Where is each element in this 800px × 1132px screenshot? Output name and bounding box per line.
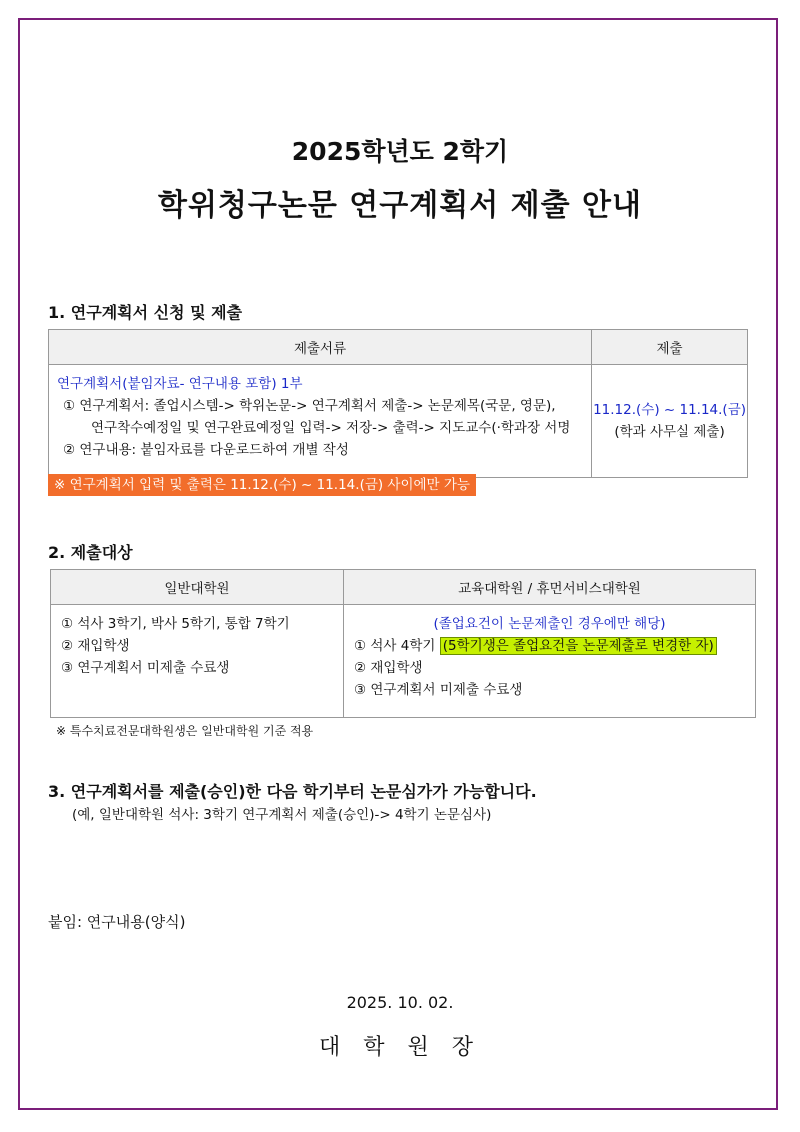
doc-item1-line1: ① 연구계획서: 졸업시스템-> 학위논문-> 연구계획서 제출-> 논문제목(국문, 영문),: [63, 398, 556, 414]
col-header-education: 교육대학원 / 휴먼서비스대학원: [344, 570, 756, 605]
documents-cell: [49, 365, 592, 478]
education-condition: (졸업요건이 논문제출인 경우에만 해당): [433, 616, 666, 632]
input-period-notice: ※ 연구계획서 입력 및 출력은 11.12.(수) ~ 11.14.(금) 사이에만 가능: [48, 474, 476, 496]
education-item-1: [354, 635, 745, 657]
submit-place: (학과 사무실 제출): [614, 424, 725, 440]
doc-title: 연구계획서(붙임자료- 연구내용 포함) 1부: [57, 376, 303, 392]
submit-cell: [592, 365, 748, 478]
section3-example: (예, 일반대학원 석사: 3학기 연구계획서 제출(승인)-> 4학기 논문심사): [72, 807, 492, 823]
education-cell: [344, 605, 756, 718]
general-item-3: ③ 연구계획서 미제출 수료생: [61, 660, 230, 676]
education-item-2: ② 재입학생: [354, 660, 423, 676]
general-item-1: ① 석사 3학기, 박사 5학기, 통합 7학기: [61, 616, 290, 632]
eligibility-table: [50, 569, 756, 718]
submit-period: 11.12.(수) ~ 11.14.(금): [593, 402, 746, 418]
col-header-documents: 제출서류: [49, 330, 592, 365]
document-date: 2025. 10. 02.: [346, 993, 454, 1012]
section2-heading: 2. 제출대상: [48, 543, 133, 562]
section1-heading: 1. 연구계획서 신청 및 제출: [48, 303, 243, 322]
education-item-3: ③ 연구계획서 미제출 수료생: [354, 682, 523, 698]
highlighted-condition: (5학기생은 졸업요건을 논문제출로 변경한 자): [440, 637, 717, 655]
general-item-2: ② 재입학생: [61, 638, 130, 654]
title-line1: 2025학년도 2학기: [291, 137, 509, 166]
col-header-submit: 제출: [592, 330, 748, 365]
general-cell: [51, 605, 344, 718]
doc-item1-line2: 연구착수예정일 및 연구완료예정일 입력-> 저장-> 출력-> 지도교수(·학과장 서명: [91, 420, 571, 436]
signature: 대 학 원 장: [319, 1035, 481, 1060]
page-title: 학위청구논문 연구계획서 제출 안내: [157, 188, 643, 223]
education-item-1-prefix: ① 석사 4학기: [354, 638, 436, 654]
attachment-note: 붙임: 연구내용(양식): [48, 913, 186, 931]
submission-table: [48, 329, 748, 478]
doc-item2: ② 연구내용: 붙임자료를 다운로드하여 개별 작성: [63, 442, 349, 458]
col-header-general: 일반대학원: [51, 570, 344, 605]
special-note: ※ 특수치료전문대학원생은 일반대학원 기준 적용: [56, 724, 314, 738]
section3-heading: 3. 연구계획서를 제출(승인)한 다음 학기부터 논문심가가 가능합니다.: [48, 782, 537, 801]
